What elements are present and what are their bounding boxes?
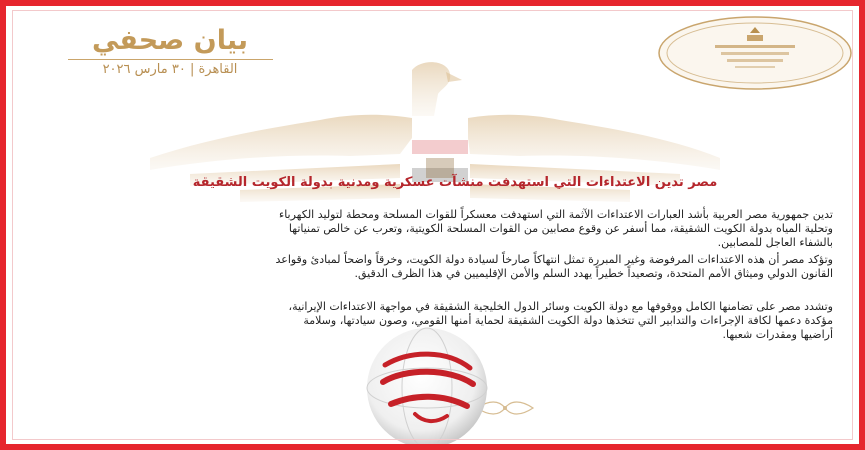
body-paragraph-3: وتشدد مصر على تضامنها الكامل ووقوفها مع دولة الكويت وسائر الدول الخليجية الشقيقة في مواجهة الاعتداءات الإيرانية، مؤكدة دعمها لكافة الإجراءات والتدابير التي تتخذها دولة الكويت الشقيقة لحماية أمنها القومي، وصون سيادتها، وسلامة أراضيها ومقدرات شعبها.	[288, 300, 833, 341]
date-line: القاهرة | ٣٠ مارس ٢٠٢٦	[102, 62, 238, 77]
title-divider	[68, 59, 273, 60]
almasryeen-logo-icon	[355, 310, 500, 450]
page-title: بيان صحفي	[91, 25, 249, 56]
press-release-header	[60, 26, 280, 77]
ministry-seal-icon	[655, 13, 855, 93]
body-paragraph-1: تدين جمهورية مصر العربية بأشد العبارات الاعتداءات الآثمة التي استهدفت معسكراً للقوات المسلحة ومحطة لتوليد الكهرباء وتحلية المياه بدولة الكويت الشقيقة، مما أسفر عن وقوع مصابين من القوات المسلحة الكويتية، وتعرب عن خالص تمنياتها بالشفاء العاجل للمصابين.	[279, 208, 833, 249]
body-paragraph-2: وتؤكد مصر أن هذه الاعتداءات المرفوضة وغير المبررة تمثل انتهاكاً صارخاً لسيادة دولة الكويت، وخرقاً واضحاً لمبادئ وقواعد القانون الدولي وميثاق الأمم المتحدة، وتصعيداً خطيراً يهدد السلم والأمن الإقليميين في هذا الظرف الدقيق.	[275, 253, 833, 280]
statement-headline: مصر تدين الاعتداءات التي استهدفت منشآت عسكرية ومدنية بدولة الكويت الشقيقة	[192, 175, 718, 190]
